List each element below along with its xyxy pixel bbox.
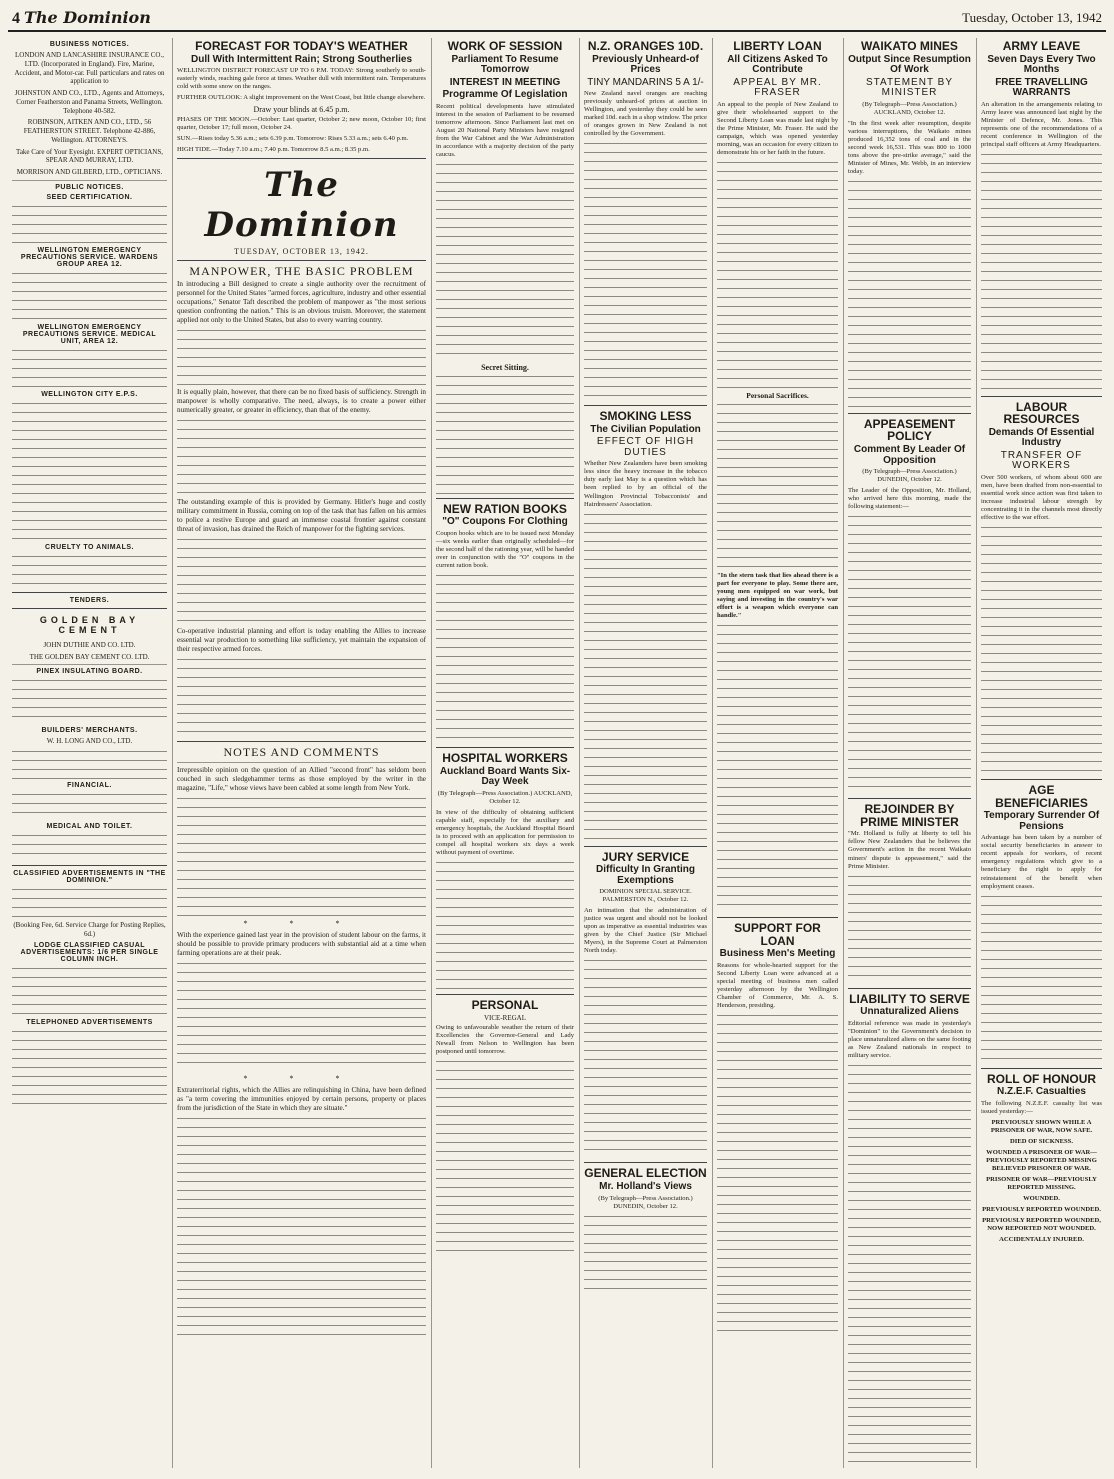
divider (177, 158, 426, 159)
divider (12, 608, 167, 609)
roll-subheading: N.Z.E.F. Casualties (997, 1086, 1086, 1098)
text-block (12, 887, 167, 921)
paper-title-main: The Dominion (204, 165, 399, 246)
classified-rates-main: (Booking Fee, 6d. Service Charge for Posting Replies, 6d.) (13, 921, 166, 938)
text-block (177, 537, 426, 627)
notice-ad-main: LONDON AND LANCASHIRE INSURANCE CO., LTD. (Incorporated in England). Fire, Marine, Accident, and Motor-car. Full particulars and rates on application to (14, 51, 165, 86)
editorial-heading-main: MANPOWER, THE BASIC PROBLEM (189, 264, 414, 279)
business-notices-heading-main: BUSINESS NOTICES. (49, 41, 130, 48)
jury-subheading-main: Difficulty In Granting Exemptions (596, 864, 695, 886)
roll-item: WOUNDED. (1023, 1194, 1060, 1202)
text-block (848, 1063, 971, 1463)
text-block (12, 966, 167, 1016)
notes-paragraph-main: Extraterritorial rights, which the Allies are relinquishing in China, have been defined as "a term covering the immunities enjoyed by certain persons, property or places from the jurisdiction of the State in which they are situate." (177, 1085, 426, 1112)
army-subheading-2: FREE TRAVELLING WARRANTS (995, 76, 1088, 99)
age-subheading: Temporary Surrender Of Pensions (983, 810, 1100, 832)
editorial-paragraph-main: It is equally plain, however, that there can be no fixed basis of sufficiency. Strength in manpower is wholly comparative. The need, always, is to create a power either numerically greater, or greater in efficiency, than that of the enemy. (177, 387, 426, 414)
divider (12, 180, 167, 181)
divider (177, 741, 426, 742)
notice-ad-main: Take Care of Your Eyesight. EXPERT OPTICIANS, SPEAR AND MURRAY, LTD. (16, 147, 163, 165)
text-block (12, 554, 167, 588)
divider (12, 592, 167, 593)
roll-item: PREVIOUSLY REPORTED WOUNDED, NOW REPORTED NOT WOUNDED. (982, 1217, 1101, 1233)
support-paragraph-main: Reasons for whole-hearted support for the Second Liberty Loan were advanced at a special meeting of business men called yesterday afternoon by the Wellington Chamber of Commerce, Mr. A. S. Henderson, presiding. (717, 961, 838, 1009)
appeasement-byline: (By Telegraph—Press Association.) DUNEDIN, October 12. (862, 468, 957, 484)
text-block (12, 401, 167, 541)
session-subheading-3-main: Programme Of Legislation (442, 89, 568, 101)
session-subheading-2-main: INTEREST IN MEETING (449, 76, 561, 88)
liability-heading: LIABILITY TO SERVE (849, 991, 970, 1006)
smoking-paragraph-main: Whether New Zealanders have been smoking less since the heavy increase in the tobacco duty early last May is a question which has been replied to by an official of the Wellington Provincial Tobacconists' and Hairdressers' Association. (584, 460, 707, 508)
oranges-paragraph-main: New Zealand navel oranges are reaching previously unheard-of prices at auction in Wellington, and yesterday they could be seen marked 10d. each in a shop window. The price of oranges grown in New Zealand is not controlled by the Government. (584, 90, 707, 138)
divider (981, 396, 1102, 397)
divider (436, 498, 574, 499)
jury-byline-main: DOMINION SPECIAL SERVICE. PALMERSTON N., October 12. (599, 888, 692, 904)
column-army (976, 38, 1106, 1468)
column-news-4-main (579, 38, 711, 1468)
text-block (436, 374, 574, 494)
liberty-subheading-main: All Citizens Asked To Contribute (727, 53, 828, 76)
masthead-title: The Dominion (24, 8, 151, 27)
oranges-heading-main: N.Z. ORANGES 10D. (587, 39, 704, 53)
notice-ad-main: JOHNSTON AND CO., LTD., Agents and Attorneys, Corner Featherston and Panama Streets, Wellington. Telephone 40-582. (14, 89, 165, 115)
support-subheading-main: Business Men's Meeting (719, 948, 836, 960)
tenders-heading-main: TENDERS. (69, 596, 110, 604)
appeasement-subheading: Comment By Leader Of Opposition (853, 444, 966, 466)
divider (848, 798, 971, 799)
medical-unit-heading-main: WELLINGTON EMERGENCY PRECAUTIONS SERVICE. MEDICAL UNIT, AREA 12. (22, 323, 157, 345)
text-block (717, 1013, 838, 1333)
page-number: 4 (12, 10, 20, 27)
moon-phases-main: PHASES OF THE MOON.—October: Last quarter, October 2; new moon, October 10; first quarter, October 17; full moon, October 24. (177, 116, 426, 132)
text-block (12, 204, 167, 244)
hospital-paragraph-main: In view of the difficulty of obtaining sufficient capable staff, especially for the auxiliary and emergency hospitals, the Auckland Hospital Board is to proceed with an application for permission to compel all hospital workers six days a week without payment of overtime. (436, 808, 574, 856)
text-block (848, 874, 971, 984)
text-block (12, 348, 167, 388)
divider (436, 747, 574, 748)
editorial-paragraph-main: Co-operative industrial planning and effort is today enabling the Allies to increase essential war production to something like sufficiency, yet maintain the expansion of their respective armed forces. (177, 626, 426, 653)
builders-heading-main: BUILDERS' MERCHANTS. (41, 727, 138, 735)
smoking-subheading-2-main: EFFECT OF HIGH DUTIES (596, 436, 695, 458)
lodge-heading-main: LODGE CLASSIFIED CASUAL ADVERTISEMENTS: 1/6 PER SINGLE COLUMN INCH. (20, 941, 159, 963)
waikato-subheading: Output Since Resumption Of Work (848, 53, 971, 76)
labour-subheading: Demands Of Essential Industry (988, 426, 1095, 449)
notes-heading-main: NOTES AND COMMENTS (223, 744, 380, 759)
cement-ad-line-main: THE GOLDEN BAY CEMENT CO. LTD. (29, 652, 150, 661)
text-block (584, 512, 707, 842)
divider (584, 1162, 707, 1163)
column-news-3-main (431, 38, 578, 1468)
text-block (981, 152, 1102, 392)
vice-regal-heading-main: VICE-REGAL (484, 1013, 526, 1022)
text-block (436, 573, 574, 743)
divider (177, 762, 426, 763)
text-block (717, 402, 838, 572)
army-heading: ARMY LEAVE (1002, 39, 1081, 53)
hospital-heading-main: HOSPITAL WORKERS (442, 751, 568, 766)
roll-item: PREVIOUSLY REPORTED WOUNDED. (982, 1206, 1101, 1213)
roll-item: WOUNDED A PRISONER OF WAR—PREVIOUSLY REPORTED MISSING BELIEVED PRISONER OF WAR. (986, 1148, 1097, 1172)
text-block (436, 860, 574, 990)
forecast-subheading-main: Dull With Intermittent Rain; Strong Southerlies (190, 53, 413, 65)
notice-ad-main: ROBINSON, AITKEN AND CO., LTD., 56 FEATHERSTON STREET. Telephone 42-886, Wellington. ATTORNEYS. (23, 118, 156, 144)
text-block (177, 796, 426, 916)
smoking-subheading-main: The Civilian Population (590, 423, 701, 435)
text-block (981, 894, 1102, 1064)
labour-subheading-2: TRANSFER OF WORKERS (1000, 449, 1083, 472)
support-heading-main: SUPPORT FOR LOAN (734, 921, 821, 948)
text-block (177, 657, 426, 737)
editorial-paragraph-main: The outstanding example of this is provided by Germany. Hitler's huge and costly military commitment in Russia, coming on top of the task that has fallen on his armies to police a restive Europe and guard an immense coastal frontier against constant threat of invasion, has drained the Reich of manpower for the fighting services. (177, 497, 426, 533)
pinex-heading-main: PINEX INSULATING BOARD. (36, 668, 143, 676)
election-byline-main: (By Telegraph—Press Association.) DUNEDIN, October 12. (598, 1194, 693, 1210)
age-heading: AGE BENEFICIARIES (995, 783, 1088, 810)
labour-heading: LABOUR RESOURCES (1003, 399, 1080, 427)
roll-item: PRISONER OF WAR—PREVIOUSLY REPORTED MISSING. (986, 1175, 1097, 1191)
labour-paragraph: Over 500 workers, of whom about 600 are men, have been drafted from non-essential to essential work since action was first taken to increase industrial labour strength by concentrating it in the channels most directly effective to the war effort. (981, 473, 1102, 522)
liberty-quote-main: "In the stern task that lies ahead there is a part for everyone to play. Some there are, young men equipped on war work, but saying and investing in the country's war effort is a weapon which everyone can handle." (717, 571, 838, 619)
session-paragraph-main: Recent political developments have stimulated interest in the session of Parliament to be resumed tomorrow afternoon. Since Parliament last met on August 20 National Party Ministers have resigned from the War Cabinet and the War Administration in accordance with a majority decision of the party caucus. (436, 102, 574, 158)
divider (177, 260, 426, 261)
oranges-subheading-main: Previously Unheard-of Prices (592, 53, 699, 76)
election-subheading-main: Mr. Holland's Views (599, 1181, 692, 1192)
text-block (848, 514, 971, 794)
blinds-notice-main: Draw your blinds at 6.45 p.m. (253, 105, 350, 115)
wardens-heading-main: WELLINGTON EMERGENCY PRECAUTIONS SERVICE. WARDENS GROUP AREA 12. (20, 246, 159, 268)
rejoinder-paragraph: "Mr. Holland is fully at liberty to tell his fellow New Zealanders that he believes the Government's action in the recent Waikato miners' dispute is appeasement," said the Prime Minister. (848, 830, 971, 870)
text-block (584, 141, 707, 401)
roll-item: ACCIDENTALLY INJURED. (999, 1236, 1084, 1244)
text-block (717, 160, 838, 390)
text-block (12, 678, 167, 724)
separator-stars: * * * (243, 1073, 360, 1083)
column-waikato (843, 38, 975, 1468)
notes-paragraph-main: With the experience gained last year in the provision of student labour on the farms, it should be possible to provide primary producers with substantial aid at a time when farming operations are at their peak. (177, 930, 426, 957)
waikato-subheading-2: STATEMENT BY MINISTER (865, 76, 953, 99)
liberty-subheading-2-main: APPEAL BY MR. FRASER (733, 76, 822, 99)
secret-sitting-heading-main: Secret Sitting. (481, 362, 529, 372)
notes-paragraph-main: Irrepressible opinion on the question of an Allied "second front" has seldom been couched in such sledgehammer terms as those employed by the writer in the magazine, "Life," whose views have been cabled at some length from New York. (177, 765, 426, 792)
hospital-byline-main: (By Telegraph—Press Association.) AUCKLAND, October 12. (437, 789, 573, 805)
waikato-heading: WAIKATO MINES (861, 39, 958, 53)
divider (12, 664, 167, 665)
roll-paragraph: The following N.Z.E.F. casualty list was issued yesterday:— (981, 1099, 1102, 1115)
hospital-subheading-main: Auckland Board Wants Six-Day Week (439, 765, 571, 788)
divider (436, 994, 574, 995)
ration-heading-main: NEW RATION BOOKS (443, 501, 567, 516)
army-subheading: Seven Days Every Two Months (987, 53, 1096, 76)
appeasement-paragraph: The Leader of the Opposition, Mr. Holland, who arrived here this morning, made the following statement:— (848, 487, 971, 511)
text-block (436, 162, 574, 362)
text-block (981, 525, 1102, 775)
wh-long-ad-main: W. H. LONG AND CO., LTD. (46, 737, 133, 746)
divider (717, 917, 838, 918)
text-block (584, 958, 707, 1158)
roll-heading: ROLL OF HONOUR (986, 1071, 1097, 1086)
public-notices-heading-main: PUBLIC NOTICES. (55, 183, 124, 191)
session-heading-main: WORK OF SESSION (447, 39, 563, 53)
sun-times-main: SUN.—Rises today 5.36 a.m.; sets 6.39 p.m. Tomorrow: Rises 5.33 a.m.; sets 6.40 p.m. (177, 135, 409, 143)
notice-ad-main: MORRISON AND GILBERD, LTD., OPTICIANS. (16, 168, 163, 176)
medical-toilet-heading-main: MEDICAL AND TOILET. (46, 823, 133, 830)
liability-paragraph: Editorial reference was made in yesterday's "Dominion" to the Government's decision to place unnaturalized aliens on the same footing as New Zealand nationals in respect to military service. (848, 1019, 971, 1059)
divider (848, 413, 971, 414)
telephoned-heading-main: TELEPHONED ADVERTISEMENTS (26, 1018, 153, 1026)
ration-paragraph-main: Coupon books which are to be issued next Monday—six weeks earlier than originally scheduled—for the second half of the rationing year, will be handed over in conjunction with the "O" coupons in the current ration book. (436, 529, 574, 570)
editorial-paragraph-main: In introducing a Bill designed to create a single authority over the recruitment of personnel for the United States "armed forces, agriculture, industry and other essential occupations," Senator Taft described the problem of manpower as "the most serious question confronting the nation." This is an obvious truism. Moreover, the statement applied not only to the United States, but also to every warring country. (177, 279, 426, 324)
tide-times-main: HIGH TIDE.—Today 7.10 a.m.; 7.40 p.m. Tomorrow 8.5 a.m.; 8.35 p.m. (177, 146, 370, 154)
rejoinder-heading: REJOINDER BY PRIME MINISTER (860, 802, 959, 829)
age-paragraph: Advantage has been taken by a number of social security beneficiaries in answer to recent appeals for workers, of recent emergency regulations which give to a beneficiary the right to apply for reinstatement of the benefit when employment ceases. (981, 834, 1102, 890)
sacrifices-heading-main: Personal Sacrifices. (746, 390, 809, 400)
jury-paragraph-main: An intimation that the administration of justice was urgent and should not be looked upon as imperative as essential industries was given by the Chief Justice (Sir Michael Myers), in the Supreme Court at Palmerston North today. (584, 907, 707, 955)
forecast-outlook-main: FURTHER OUTLOOK: A slight improvement on the West Coast, but little change elsewhere. (177, 94, 426, 102)
financial-heading-main: FINANCIAL. (67, 782, 112, 789)
cruelty-heading-main: CRUELTY TO ANIMALS. (45, 543, 134, 551)
army-paragraph: An alteration in the arrangements relating to Army leave was announced last night by the Minister of Defence, Mr. Jones. This represents one of the recommendations of a recent conference in Wellington of the principal staff officers at Army Headquarters. (981, 100, 1102, 148)
divider (584, 846, 707, 847)
divider (848, 988, 971, 989)
ration-subheading-main: "O" Coupons For Clothing (442, 516, 568, 528)
roll-item: PREVIOUSLY SHOWN WHILE A PRISONER OF WAR, NOW SAFE. (990, 1118, 1093, 1134)
waikato-paragraph: "In the first week after resumption, despite various interruptions, the Waikato mines produced 16,352 tons of coal and in the second week 16,531. This was 800 to 1000 tons above the pre-strike average," said the Minister of Mines, Mr. Webb, in an interview today. (848, 119, 971, 175)
election-heading-main: GENERAL ELECTION (584, 1166, 707, 1181)
text-block (177, 1116, 426, 1336)
text-block (12, 271, 167, 321)
paper-date-main: TUESDAY, OCTOBER 13, 1942. (234, 247, 369, 257)
personal-heading-main: PERSONAL (471, 997, 539, 1012)
liability-subheading: Unnaturalized Aliens (860, 1006, 959, 1018)
forecast-text-main: WELLINGTON DISTRICT FORECAST UP TO 6 P.M. TODAY: Strong southerly to south-easterly winds, reaching gale force at times. Weather dull with intermittent rain. Temperatures cold with some snow on the ranges. (177, 67, 426, 91)
column-editorial-main (172, 38, 430, 1468)
golden-bay-cement-ad-main: GOLDEN BAY CEMENT (39, 614, 140, 635)
masthead-date: Tuesday, October 13, 1942 (962, 10, 1102, 25)
divider (981, 1068, 1102, 1069)
text-block (848, 179, 971, 409)
appeasement-heading: APPEASEMENT POLICY (863, 416, 956, 444)
liberty-paragraph-main: An appeal to the people of New Zealand to give their wholehearted support to the Second Liberty Loan was made last night by the Prime Minister, Mr. Fraser. He said the campaign, which was opened yesterday morning, was an occasion for every citizen to demonstrate his or her faith in the future. (717, 100, 838, 156)
jury-heading-main: JURY SERVICE (601, 849, 690, 864)
classified-heading-main: CLASSIFIED ADVERTISEMENTS IN "THE DOMINION." (13, 870, 166, 884)
city-eps-heading-main: WELLINGTON CITY E.P.S. (41, 390, 138, 398)
text-block (12, 749, 167, 779)
divider (12, 865, 167, 866)
column-notices-main (8, 38, 171, 1468)
separator-stars: * * * (243, 918, 360, 928)
cement-ad-line-main: JOHN DUTHIE AND CO. LTD. (43, 640, 136, 649)
text-block (12, 1029, 167, 1109)
waikato-byline: (By Telegraph—Press Association.) AUCKLAND, October 12. (862, 100, 957, 116)
divider (584, 405, 707, 406)
text-block (12, 792, 167, 820)
text-block (436, 1059, 574, 1259)
seed-heading-main: SEED CERTIFICATION. (46, 193, 133, 201)
text-block (584, 1214, 707, 1294)
personal-paragraph-main: Owing to unfavourable weather the return of their Excellencies the Governor-General and Lady Newall from Nelson to Wellington has been postponed until tomorrow. (436, 1023, 574, 1055)
text-block (177, 328, 426, 388)
text-block (177, 961, 426, 1071)
divider (981, 779, 1102, 780)
column-liberty-main (712, 38, 842, 1468)
forecast-heading-main: FORECAST FOR TODAY'S WEATHER (195, 39, 408, 53)
liberty-heading-main: LIBERTY LOAN (733, 39, 822, 53)
oranges-subheading-2-main: TINY MANDARINS 5 A 1/- (587, 76, 704, 88)
smoking-heading-main: SMOKING LESS (599, 409, 692, 424)
session-subheading-main: Parliament To Resume Tomorrow (451, 53, 559, 76)
roll-item: DIED OF SICKNESS. (1010, 1137, 1073, 1145)
text-block (177, 418, 426, 498)
text-block (717, 623, 838, 913)
text-block (12, 833, 167, 861)
